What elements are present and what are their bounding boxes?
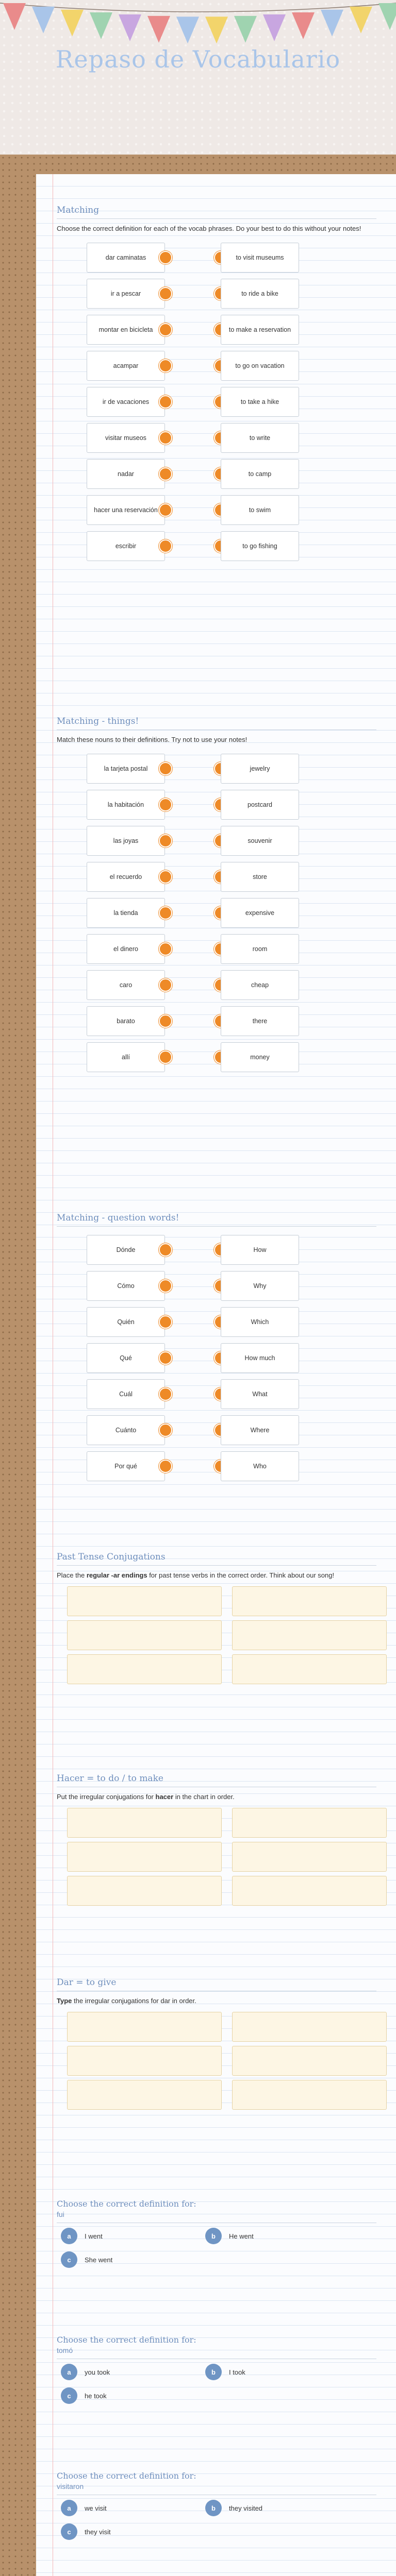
definition-card[interactable]: Where <box>221 1415 299 1445</box>
match-row <box>66 1232 376 1268</box>
term-card[interactable]: hacer una reservación <box>87 495 165 525</box>
activity-instructions: Choose the correct definition for each of the vocab phrases. Do your best to do this without your notes! <box>57 225 361 232</box>
question-word: visitaron <box>57 2481 376 2495</box>
connector-dot[interactable] <box>159 834 172 848</box>
answer-grid <box>67 1586 376 1684</box>
activity-instructions: Match these nouns to their definitions. Try not to use your notes! <box>57 736 248 743</box>
connector-dot[interactable] <box>159 1243 172 1257</box>
question-prompt: Choose the correct definition for: <box>57 2471 196 2481</box>
answer-grid <box>67 1808 376 1906</box>
term-card[interactable]: barato <box>87 1006 165 1036</box>
definition-card[interactable]: to camp <box>221 459 299 489</box>
option-letter-badge: c <box>61 2387 77 2404</box>
answer-option[interactable] <box>61 2387 190 2404</box>
connector-dot[interactable] <box>159 431 172 445</box>
multiple-choice-question <box>57 2199 376 2268</box>
option-letter-badge: a <box>61 2364 77 2380</box>
term-card[interactable]: Cuánto <box>87 1415 165 1445</box>
match-row <box>66 276 376 312</box>
match-row <box>66 751 376 787</box>
definition-card[interactable]: to visit museums <box>221 243 299 273</box>
term-card[interactable]: el recuerdo <box>87 862 165 892</box>
answer-options <box>61 2363 376 2404</box>
term-card[interactable]: montar en bicicleta <box>87 315 165 345</box>
ordering-activity-1 <box>57 1552 376 1684</box>
match-row <box>66 348 376 384</box>
term-card[interactable]: ir a pescar <box>87 279 165 309</box>
activity-title: Dar = to give <box>57 1977 376 1991</box>
definition-card[interactable]: Which <box>221 1307 299 1337</box>
definition-card[interactable]: to go on vacation <box>221 351 299 381</box>
connector-dot[interactable] <box>159 251 172 264</box>
question-prompt: Choose the correct definition for: <box>57 2199 196 2209</box>
term-card[interactable]: allí <box>87 1042 165 1072</box>
connector-dot[interactable] <box>159 870 172 884</box>
definition-card[interactable]: room <box>221 934 299 964</box>
term-card[interactable]: escribir <box>87 531 165 561</box>
definition-card[interactable]: Why <box>221 1271 299 1301</box>
match-row <box>66 312 376 348</box>
connector-dot[interactable] <box>159 906 172 920</box>
activity-instructions: Put the irregular conjugations for hacer in the chart in order. <box>57 1793 235 1801</box>
multiple-choice-question <box>57 2335 376 2404</box>
answer-options <box>61 2227 376 2268</box>
term-card[interactable]: caro <box>87 970 165 1000</box>
term-card[interactable]: Cómo <box>87 1271 165 1301</box>
term-card[interactable]: nadar <box>87 459 165 489</box>
connector-dot[interactable] <box>159 539 172 553</box>
answer-slot[interactable] <box>67 2080 222 2110</box>
matching-activity-1 <box>57 205 376 564</box>
bunting-flag <box>147 16 170 43</box>
bunting-flag <box>234 16 257 43</box>
connector-dot[interactable] <box>159 798 172 811</box>
answer-slot[interactable] <box>232 2046 387 2076</box>
definition-card[interactable]: store <box>221 862 299 892</box>
definition-card[interactable]: there <box>221 1006 299 1036</box>
option-letter-badge: b <box>205 2364 222 2380</box>
bunting-flag <box>292 12 315 39</box>
term-card[interactable]: el dinero <box>87 934 165 964</box>
connector-dot[interactable] <box>159 359 172 372</box>
bunting-flag <box>378 3 396 30</box>
definition-card[interactable]: to ride a bike <box>221 279 299 309</box>
bunting-flag <box>176 16 199 43</box>
connector-dot[interactable] <box>159 503 172 517</box>
matching-activity-3 <box>57 1213 376 1484</box>
match-row <box>66 1003 376 1039</box>
option-text: we visit <box>85 2504 107 2512</box>
bunting-flag <box>321 10 343 37</box>
definition-card[interactable]: to swim <box>221 495 299 525</box>
question-word: fui <box>57 2209 376 2223</box>
answer-slot[interactable] <box>67 1876 222 1906</box>
connector-dot[interactable] <box>159 287 172 300</box>
page-title: Repaso de Vocabulario <box>55 45 341 73</box>
match-row <box>66 787 376 823</box>
definition-card[interactable]: cheap <box>221 970 299 1000</box>
definition-card[interactable]: What <box>221 1379 299 1409</box>
ordering-activity-2 <box>57 1773 376 1906</box>
match-row <box>66 823 376 859</box>
match-row <box>66 528 376 564</box>
option-text: I went <box>85 2232 103 2240</box>
term-card[interactable]: Qué <box>87 1343 165 1373</box>
match-row <box>66 1304 376 1340</box>
connector-dot[interactable] <box>159 1351 172 1365</box>
answer-option[interactable] <box>61 2251 190 2268</box>
activity-title: Hacer = to do / to make <box>57 1773 376 1787</box>
match-row <box>66 1448 376 1484</box>
answer-slot[interactable] <box>232 1654 387 1684</box>
bunting-flag <box>350 7 372 33</box>
answer-grid <box>67 2012 376 2110</box>
connector-dot[interactable] <box>159 942 172 956</box>
option-text: you took <box>85 2368 110 2376</box>
activity-title: Matching - question words! <box>57 1213 376 1227</box>
match-row <box>66 931 376 967</box>
option-letter-badge: a <box>61 2500 77 2516</box>
bunting-flag <box>3 3 26 30</box>
definition-card[interactable]: to write <box>221 423 299 453</box>
option-text: He went <box>229 2232 254 2240</box>
option-text: they visit <box>85 2528 111 2536</box>
answer-slot[interactable] <box>232 1586 387 1616</box>
page-header <box>0 0 396 155</box>
answer-slot[interactable] <box>232 1620 387 1650</box>
answer-option[interactable] <box>61 2227 190 2245</box>
answer-option[interactable] <box>61 2499 190 2517</box>
connector-dot[interactable] <box>159 467 172 481</box>
match-row <box>66 1039 376 1075</box>
option-letter-badge: c <box>61 2251 77 2268</box>
answer-slot[interactable] <box>232 1808 387 1838</box>
connector-dot[interactable] <box>159 323 172 336</box>
answer-slot[interactable] <box>232 2012 387 2042</box>
answer-slot[interactable] <box>232 1842 387 1872</box>
multiple-choice-question <box>57 2471 376 2540</box>
match-row <box>66 1412 376 1448</box>
match-row <box>66 1268 376 1304</box>
question-prompt: Choose the correct definition for: <box>57 2335 196 2345</box>
bunting-flag <box>119 14 141 41</box>
activity-instructions: Type the irregular conjugations for dar in order. <box>57 1997 196 2005</box>
definition-card[interactable]: How much <box>221 1343 299 1373</box>
option-text: She went <box>85 2256 113 2264</box>
activity-title: Matching <box>57 205 376 219</box>
answer-option[interactable] <box>205 2499 334 2517</box>
option-letter-badge: b <box>205 2228 222 2244</box>
connector-dot[interactable] <box>159 1387 172 1401</box>
option-text: he took <box>85 2392 107 2400</box>
option-letter-badge: a <box>61 2228 77 2244</box>
answer-option[interactable] <box>205 2227 334 2245</box>
option-text: they visited <box>229 2504 263 2512</box>
bunting-flag <box>263 14 286 41</box>
answer-slot[interactable] <box>67 1586 222 1616</box>
bunting-flag <box>90 12 112 39</box>
answer-options <box>61 2499 376 2540</box>
bunting-flag <box>205 16 228 43</box>
activity-instructions: Place the regular -ar endings for past tense verbs in the correct order. Think about our song! <box>57 1571 335 1579</box>
term-card[interactable]: la habitación <box>87 790 165 820</box>
answer-slot[interactable] <box>67 1620 222 1650</box>
matching-activity-2 <box>57 716 376 1075</box>
term-card[interactable]: Cuál <box>87 1379 165 1409</box>
term-card[interactable]: Dónde <box>87 1235 165 1265</box>
match-row <box>66 1376 376 1412</box>
answer-option[interactable] <box>61 2363 190 2381</box>
definition-card[interactable]: money <box>221 1042 299 1072</box>
option-text: I took <box>229 2368 245 2376</box>
definition-card[interactable]: to take a hike <box>221 387 299 417</box>
definition-card[interactable]: postcard <box>221 790 299 820</box>
answer-slot[interactable] <box>67 1654 222 1684</box>
definition-card[interactable]: Who <box>221 1451 299 1481</box>
match-row <box>66 859 376 895</box>
match-row <box>66 967 376 1003</box>
term-card[interactable]: dar caminatas <box>87 243 165 273</box>
connector-dot[interactable] <box>159 1315 172 1329</box>
term-card[interactable]: las joyas <box>87 826 165 856</box>
definition-card[interactable]: to make a reservation <box>221 315 299 345</box>
bunting-flag <box>32 7 55 33</box>
match-row <box>66 492 376 528</box>
question-word: tomó <box>57 2345 376 2359</box>
answer-option[interactable] <box>61 2523 190 2540</box>
match-row <box>66 895 376 931</box>
option-letter-badge: c <box>61 2523 77 2540</box>
match-row <box>66 240 376 276</box>
connector-dot[interactable] <box>159 1423 172 1437</box>
connector-dot[interactable] <box>159 762 172 775</box>
connector-dot[interactable] <box>159 1050 172 1064</box>
bunting-flag <box>61 10 84 37</box>
connector-dot[interactable] <box>159 1279 172 1293</box>
activity-title: Matching - things! <box>57 716 376 730</box>
connector-dot[interactable] <box>159 1460 172 1473</box>
definition-card[interactable]: How <box>221 1235 299 1265</box>
term-card[interactable]: la tienda <box>87 898 165 928</box>
worksheet-paper <box>36 174 396 2576</box>
match-row <box>66 384 376 420</box>
definition-card[interactable]: expensive <box>221 898 299 928</box>
term-card[interactable]: la tarjeta postal <box>87 754 165 784</box>
answer-slot[interactable] <box>232 1876 387 1906</box>
answer-slot[interactable] <box>67 2012 222 2042</box>
option-letter-badge: b <box>205 2500 222 2516</box>
answer-slot[interactable] <box>67 2046 222 2076</box>
answer-slot[interactable] <box>67 1842 222 1872</box>
definition-card[interactable]: to go fishing <box>221 531 299 561</box>
match-row <box>66 420 376 456</box>
connector-dot[interactable] <box>159 978 172 992</box>
term-card[interactable]: acampar <box>87 351 165 381</box>
term-card[interactable]: Por qué <box>87 1451 165 1481</box>
activity-title: Past Tense Conjugations <box>57 1552 376 1566</box>
connector-dot[interactable] <box>159 1014 172 1028</box>
definition-card[interactable]: jewelry <box>221 754 299 784</box>
match-row <box>66 1340 376 1376</box>
ordering-activity-3 <box>57 1977 376 2110</box>
definition-card[interactable]: souvenir <box>221 826 299 856</box>
term-card[interactable]: ir de vacaciones <box>87 387 165 417</box>
connector-dot[interactable] <box>159 395 172 409</box>
term-card[interactable]: visitar museos <box>87 423 165 453</box>
answer-slot[interactable] <box>67 1808 222 1838</box>
answer-option[interactable] <box>205 2363 334 2381</box>
answer-slot[interactable] <box>232 2080 387 2110</box>
match-row <box>66 456 376 492</box>
term-card[interactable]: Quién <box>87 1307 165 1337</box>
